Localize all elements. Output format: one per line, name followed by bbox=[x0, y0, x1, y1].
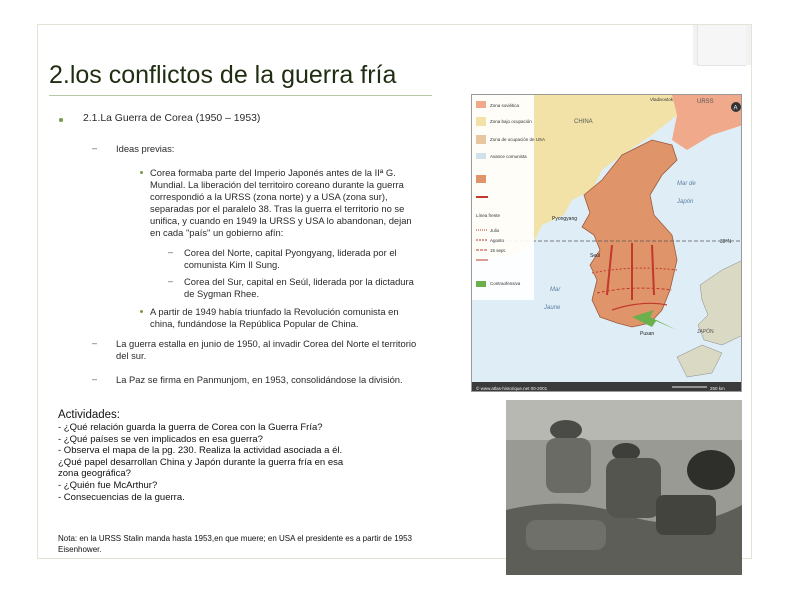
map-label-yellow-sea: Mar bbox=[550, 287, 561, 293]
note-block bbox=[58, 534, 508, 555]
war-start-line: La guerra estalla en junio de 1950, al invadir Corea del Norte el territorio bbox=[116, 338, 417, 349]
map-label-yellow-sea: Jaune bbox=[544, 305, 561, 311]
activity-line: - Consecuencias de la guerra. bbox=[58, 491, 185, 503]
map-label-busan: Pusan bbox=[640, 331, 655, 337]
activity-line: ¿Qué papel desarrollan China y Japón durante la guerra fría en esa bbox=[58, 456, 344, 468]
title-underline bbox=[49, 95, 432, 96]
activity-line: - ¿Quién fue McArthur? bbox=[58, 479, 158, 491]
peace-line: La Paz se firma en Panmunjom, en 1953, consolidándose la división. bbox=[116, 374, 403, 385]
map-label-pyongyang: Pyongyang bbox=[552, 216, 578, 222]
legend-swatch bbox=[476, 175, 486, 183]
soldiers-photo bbox=[506, 400, 742, 575]
dash-icon: – bbox=[92, 338, 98, 348]
map-label-vladivostok: Vladivostok bbox=[650, 97, 674, 102]
activities-block bbox=[58, 408, 458, 503]
idea-line: separadas por el paralelo 38. Tras la guerra el territorio no se bbox=[150, 203, 405, 214]
idea-line: unifica, y cuando en 1949 la URSS y USA lo abandonan, dejan bbox=[150, 215, 412, 226]
legend-label: Línea frente bbox=[476, 213, 501, 218]
legend-label: Zona de ocupación de USA bbox=[490, 137, 546, 142]
idea-line: correspondió a la URSS (zona norte) y a USA (zona sur), bbox=[150, 191, 388, 202]
decorative-corner bbox=[693, 25, 751, 65]
legend-label: Julio bbox=[490, 228, 500, 233]
activity-line: - ¿Qué países se ven implicados en esa guerra? bbox=[58, 433, 263, 445]
bullet-icon bbox=[140, 310, 143, 313]
dash-icon: – bbox=[168, 247, 174, 257]
china-revolution-line: A partir de 1949 había triunfado la Revolución comunista en bbox=[150, 306, 399, 317]
activity-line: - ¿Qué relación guarda la guerra de Corea con la Guerra Fría? bbox=[58, 422, 323, 433]
north-korea-line: Corea del Norte, capital Pyongyang, liderada por el bbox=[184, 247, 397, 258]
south-korea-line: Corea del Sur, capital en Seúl, liderada por la dictadura bbox=[184, 276, 414, 287]
dash-icon: – bbox=[92, 143, 98, 153]
note-line: Nota: en la URSS Stalin manda hasta 1953,en que muere; en USA el presidente es a partir de 1953 bbox=[58, 534, 412, 543]
legend-swatch bbox=[476, 153, 486, 159]
map-label-seoul: Seúl bbox=[590, 253, 601, 259]
note-line: Eisenhower. bbox=[58, 544, 102, 554]
china-revolution-line: china, fundándose la República Popular de China. bbox=[150, 318, 359, 329]
activities-title: Actividades: bbox=[58, 409, 121, 421]
idea-line: Mundial. La liberación del territoiro coreano durante la guerra bbox=[150, 179, 404, 190]
legend-label: Contraofensiva bbox=[490, 281, 521, 286]
idea-line: Corea formaba parte del Imperio Japonés antes de la IIª G. bbox=[150, 167, 396, 178]
map-letter: A bbox=[733, 105, 738, 112]
korea-war-map bbox=[471, 94, 742, 392]
map-label-sea-japan: Mar de bbox=[677, 181, 696, 187]
map-credit: © www.atlas-historique.net 00-2001 bbox=[476, 386, 548, 391]
map-label-sea-japan: Japón bbox=[677, 199, 694, 205]
war-start-line: del sur. bbox=[116, 350, 147, 361]
legend-label: Zona soviética bbox=[490, 103, 520, 108]
legend-swatch bbox=[476, 135, 486, 144]
map-label-parallel: 38°N bbox=[720, 239, 732, 245]
activity-line: zona geográfica? bbox=[58, 468, 131, 480]
map-label-japan: JAPÓN bbox=[697, 329, 714, 335]
legend-swatch bbox=[476, 117, 486, 126]
map-graphic bbox=[472, 95, 742, 392]
idea-line: en cada "país" un gobierno afín: bbox=[150, 227, 284, 238]
ideas-label: Ideas previas: bbox=[116, 143, 175, 154]
north-korea-line: comunista Kim Il Sung. bbox=[184, 259, 280, 270]
legend-swatch bbox=[476, 281, 486, 287]
legend-label: 15 sept. bbox=[490, 248, 507, 253]
map-label-urss: URSS bbox=[697, 99, 714, 105]
map-scale: 250 km bbox=[710, 386, 725, 391]
legend-label: Zona bajo ocupación bbox=[490, 119, 532, 124]
bullet-icon bbox=[59, 118, 63, 122]
bullet-icon bbox=[140, 171, 143, 174]
slide-title: 2.los conflictos de la guerra fría bbox=[49, 61, 397, 89]
dash-icon: – bbox=[92, 374, 98, 384]
photo-graphic bbox=[506, 400, 742, 575]
japan-kyushu bbox=[677, 345, 722, 377]
main-bullet: 2.1.La Guerra de Corea (1950 – 1953) bbox=[83, 113, 261, 124]
dash-icon: – bbox=[168, 276, 174, 286]
legend-label: Avance comunista bbox=[490, 154, 527, 159]
south-korea-line: de Sygman Rhee. bbox=[184, 288, 260, 299]
legend-swatch bbox=[476, 101, 486, 108]
legend-label: Agosto bbox=[490, 238, 505, 243]
activity-line: - Observa el mapa de la pg. 230. Realiza la actividad asociada a él. bbox=[58, 445, 343, 457]
map-label-china: CHINA bbox=[574, 119, 593, 125]
